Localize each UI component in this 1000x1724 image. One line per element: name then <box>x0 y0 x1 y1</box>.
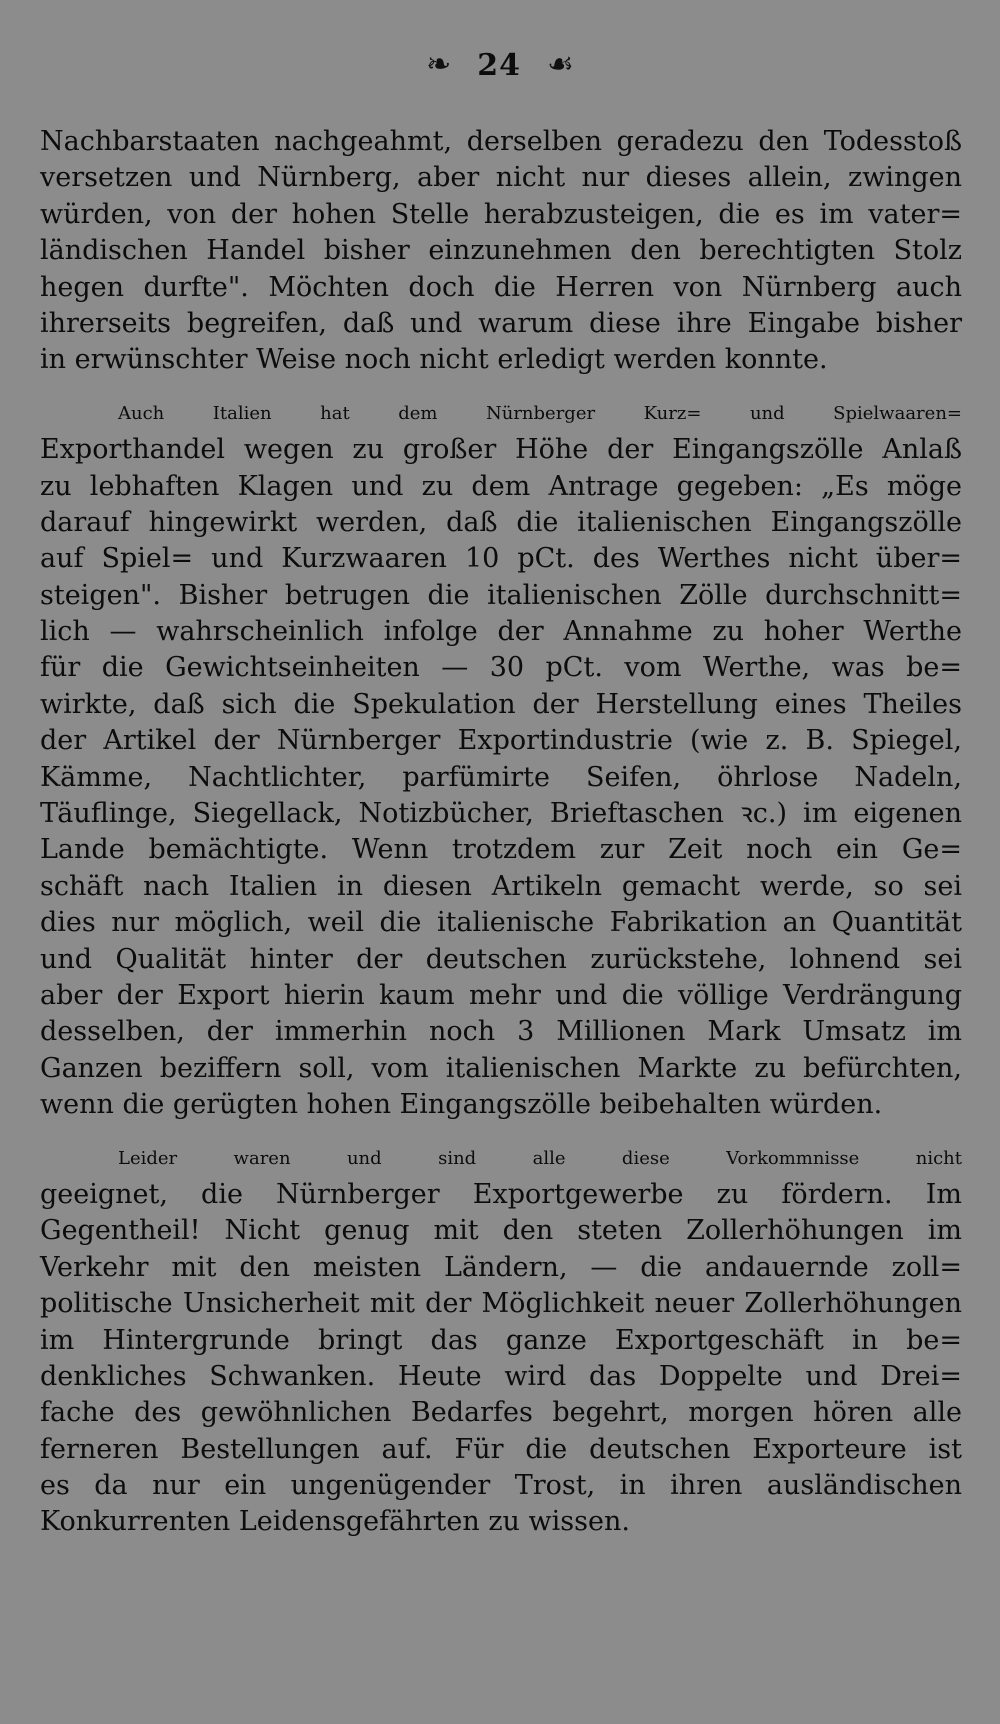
text-line: Konkurrenten Leidensgefährten zu wissen. <box>40 1506 630 1538</box>
text-line: ländischen Handel bisher einzunehmen den berechtigten Stolz <box>40 235 962 267</box>
text-line: denkliches Schwanken. Heute wird das Doppelte und Drei= <box>40 1360 962 1392</box>
text-line: geeignet, die Nürnberger Exportgewerbe zu fördern. Im <box>40 1178 962 1210</box>
text-line: politische Unsicherheit mit der Möglichkeit neuer Zollerhöhungen <box>40 1288 962 1320</box>
text-line: ferneren Bestellungen auf. Für die deutschen Exporteure ist <box>40 1433 962 1465</box>
text-line: steigen". Bisher betrugen die italienischen Zölle durchschnitt= <box>40 579 962 611</box>
text-line: desselben, der immerhin noch 3 Millionen Mark Umsatz im <box>40 1016 962 1048</box>
text-line: für die Gewichtseinheiten — 30 pCt. vom Werthe, was be= <box>40 652 962 684</box>
text-line: Auch Italien hat dem Nürnberger Kurz= und Spielwaaren= <box>118 402 962 424</box>
ornament-left-icon: ❧ <box>426 47 452 82</box>
text-line: zu lebhaften Klagen und zu dem Antrage gegeben: „Es möge <box>40 470 962 502</box>
text-line: Gegentheil! Nicht genug mit den steten Zollerhöhungen im <box>40 1215 962 1247</box>
paragraph <box>40 396 962 1124</box>
text-line: und Qualität hinter der deutschen zurückstehe, lohnend sei <box>40 943 962 975</box>
text-line: fache des gewöhnlichen Bedarfes begehrt, morgen hören alle <box>40 1397 962 1429</box>
text-line: darauf hingewirkt werden, daß die italienischen Eingangszölle <box>40 506 962 538</box>
text-line: es da nur ein ungenügender Trost, in ihren ausländischen <box>40 1470 962 1502</box>
text-line: aber der Export hierin kaum mehr und die völlige Verdrängung <box>40 979 962 1011</box>
text-line: in erwünschter Weise noch nicht erledigt werden konnte. <box>40 344 828 376</box>
paragraph <box>40 1141 962 1541</box>
text-line: auf Spiel= und Kurzwaaren 10 pCt. des Werthes nicht über= <box>40 543 962 575</box>
text-line: Ganzen beziffern soll, vom italienischen Markte zu befürchten, <box>40 1052 962 1084</box>
text-line: Leider waren und sind alle diese Vorkommnisse nicht <box>118 1147 962 1169</box>
page-number: 24 <box>477 47 521 83</box>
text-line: wenn die gerügten hohen Eingangszölle beibehalten würden. <box>40 1089 883 1121</box>
text-line: schäft nach Italien in diesen Artikeln gemacht werde, so sei <box>40 870 962 902</box>
text-line: Nachbarstaaten nachgeahmt, derselben geradezu den Todesstoß <box>40 126 962 157</box>
text-line: der Artikel der Nürnberger Exportindustrie (wie z. B. Spiegel, <box>40 725 962 757</box>
text-line: ihrerseits begreifen, daß und warum diese ihre Eingabe bisher <box>40 307 962 339</box>
page-header <box>0 40 1000 90</box>
text-line: hegen durfte". Möchten doch die Herren von Nürnberg auch <box>40 271 962 303</box>
text-line: Exporthandel wegen zu großer Höhe der Eingangszölle Anlaß <box>40 434 962 466</box>
text-line: im Hintergrunde bringt das ganze Exportgeschäft in be= <box>40 1324 962 1356</box>
text-line: Kämme, Nachtlichter, parfümirte Seifen, öhrlose Nadeln, <box>40 761 962 793</box>
text-line: würden, von der hohen Stelle herabzusteigen, die es im vater= <box>40 198 962 230</box>
text-line: wirkte, daß sich die Spekulation der Herstellung eines Theiles <box>40 688 962 720</box>
text-line: lich — wahrscheinlich infolge der Annahme zu hoher Werthe <box>40 616 962 648</box>
text-line: Täuflinge, Siegellack, Notizbücher, Brieftaschen ꝛc.) im eigenen <box>40 798 962 830</box>
paragraph <box>40 124 962 379</box>
text-line: Lande bemächtigte. Wenn trotzdem zur Zeit noch ein Ge= <box>40 834 962 866</box>
text-line: Verkehr mit den meisten Ländern, — die andauernde zoll= <box>40 1251 962 1283</box>
text-line: dies nur möglich, weil die italienische Fabrikation an Quantität <box>40 907 962 939</box>
text-line: versetzen und Nürnberg, aber nicht nur dieses allein, zwingen <box>40 162 962 194</box>
ornament-right-icon: ☙ <box>546 47 574 82</box>
body-text <box>40 124 962 1541</box>
